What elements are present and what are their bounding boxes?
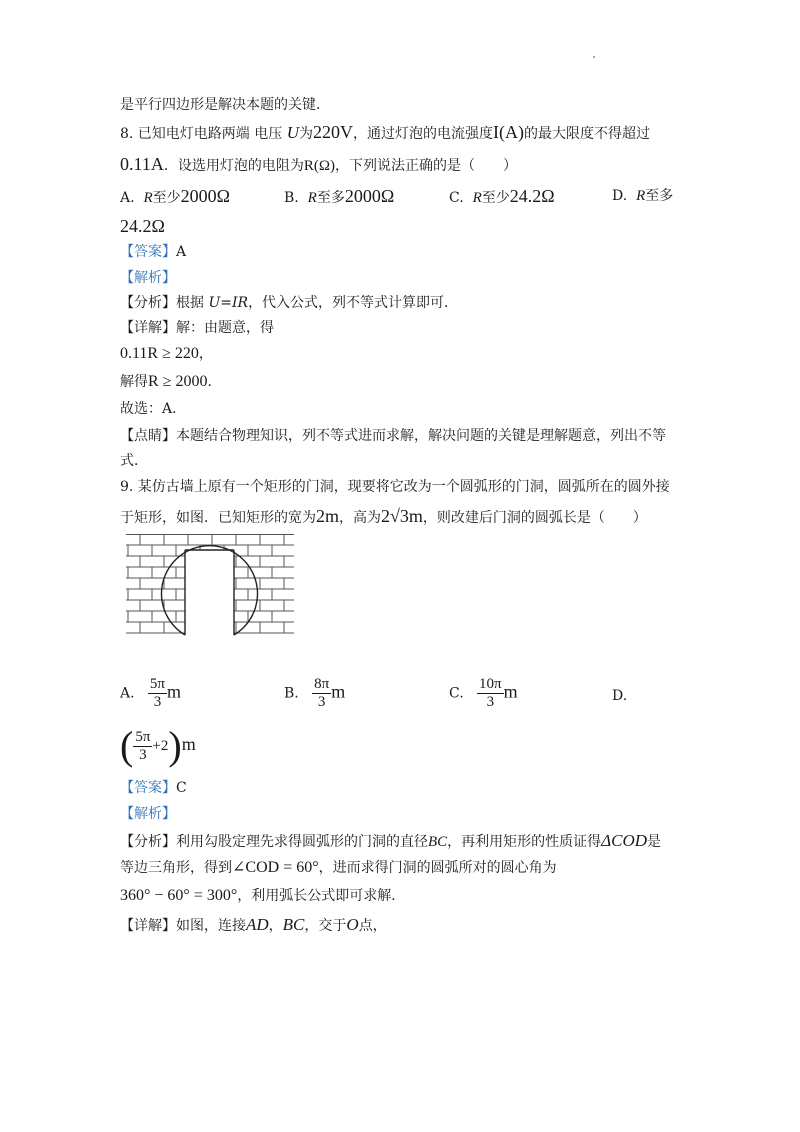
math-U: U [286,123,299,142]
q9-option-c: C. $\frac{10\pi}{3}$ m [449,676,518,710]
q9-answer: 【答案】C [120,780,187,796]
q9-stem-line2: 于矩形，如图．已知矩形的宽为2m，高为2√3m，则改建后门洞的圆弧长是（ ） [120,506,647,526]
q9-analysis-line3: 360° − 60° = 300°，利用弧长公式即可求解． [120,887,406,904]
math-height: 2√3m [381,506,423,526]
q8-option-c: C. R至少24.2Ω [449,186,555,206]
q8-stem-line1: 8. 已知电灯电路两端 电压 U为220V，通过灯泡的电流强度I(A)的最大限度不得超过 [120,122,650,142]
q8-equation-2: 解得R ≥ 2000． [120,373,222,390]
q9-analysis-heading: 【解析】 [120,806,176,822]
math-amp: 0.11A [120,154,164,174]
door-opening [185,550,234,636]
math-current: I(A) [493,122,524,142]
q8-choice: 故选：A． [120,401,187,417]
q8-comment-line2: 式． [120,453,148,469]
q8-equation-1: 0.11R ≥ 220， [120,345,213,362]
q8-option-d: D. R至多 [612,188,674,204]
math-voltage: 220V [313,122,353,142]
q9-analysis-line2: 等边三角形，得到∠COD = 60°，进而求得门洞的圆弧所对的圆心角为 [120,859,557,876]
q8-detail: 【详解】解：由题意，得 [120,320,274,336]
q8-option-d-value: 24.2Ω [120,216,165,236]
corner-mark [593,56,595,58]
q9-stem-line1: 9. 某仿古墙上原有一个矩形的门洞，现要将它改为一个圆弧形的门洞，圆弧所在的圆外接 [120,479,670,495]
q8-stem-line2: 0.11A．设选用灯泡的电阻为R(Ω)，下列说法正确的是（ ） [120,154,517,174]
q8-option-b: B. R至多2000Ω [284,186,395,206]
q9-option-d: D. [612,688,628,704]
q8-comment-line1: 【点睛】本题结合物理知识，列不等式进而求解，解决问题的关键是理解题意，列出不等 [120,428,666,444]
q8-analysis-heading: 【解析】 [120,270,176,286]
q8-answer: 【答案】A [120,244,187,260]
math-width: 2m [316,506,340,526]
q9-analysis-line1: 【分析】利用勾股定理先求得圆弧形的门洞的直径BC，再利用矩形的性质证得ΔCOD是 [120,831,662,850]
q8-analysis: 【分析】根据 U=IR，代入公式，列不等式计算即可． [120,295,459,311]
text-line: 是平行四边形是解决本题的关键. [120,97,321,113]
q9-detail: 【详解】如图，连接AD，BC，交于O点， [120,915,387,934]
q9-option-b: B. $\frac{8\pi}{3}$ m [284,676,346,710]
q8-option-a: A. R至少2000Ω [120,186,231,206]
q9-option-d-value: ( $\frac{5\pi}{3}$ +2)m [120,723,196,768]
math-resistance: R(Ω) [303,158,335,174]
brick-wall-arch-figure [126,534,296,636]
q9-option-a: A. $\frac{5\pi}{3}$ m [120,676,182,710]
